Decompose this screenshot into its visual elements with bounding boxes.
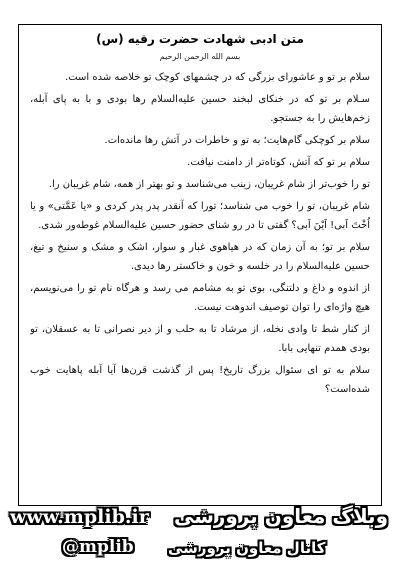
paragraph: سـلام بر تو که در خنکای لبخند حسین علیه‌السلام رها بودی و با به پای آبله، زخم‌هایش را به جستجو. xyxy=(30,94,370,124)
document-body xyxy=(30,68,370,498)
blog-name: وبلاگ معاون پرورشی xyxy=(173,504,388,528)
site-link[interactable]: www.mplib.ir xyxy=(10,506,149,528)
paragraph: سلام بر تو؛ به آن زمان که در هیاهوی غبار و سوار، اشک و مشک و سنیخ و تیغ، حسین علیه‌السلام را در خلسه و خون و خاکستر رها دیدی. xyxy=(30,242,370,272)
paragraph: شام غریبان، تو را خوب می شناسد؛ تورا که آنقدر پدر پدر کردی و «یا عَمَّتی» و یا اُخْتَ اَبی! اَیْنَ اَبی؟ گفتی تا در رو شنای حضور حسین علیه‌السلام غوطه‌ور شدی. xyxy=(30,201,370,231)
paragraph: سلام بر کوچکی گام‌هایت؛ به تو و خاطرات در آتش رها مانده‌ات. xyxy=(104,135,370,146)
paragraph: تو را خوب‌تر از شام غریبان، زینب می‌شناسد و تو بهتر از همه، شام غریبان را. xyxy=(48,179,370,190)
paragraph: از اندوه و داغ و دلتنگی، بوی تو به مشامم می رسد و هرگاه نام تو را می‌نویسم، هیچ واژه‌ای را توان توصیف اندوهت نیست. xyxy=(30,283,370,313)
channel-name: کانال معاون پرورشی xyxy=(168,539,326,557)
channel-handle[interactable]: @mplib xyxy=(62,537,134,557)
document-title: متن ادبی شهادت حضرت رقیه (س) xyxy=(96,32,304,46)
footer-watermark xyxy=(0,506,400,565)
paragraph: سلام به تو ای سئوال بزرگ تاریخ! پس از گذشت قرن‌ها آیا آبله پاهایت خوب شده‌است؟ xyxy=(30,365,370,395)
bismillah-line: بسم الله الرحمن الرحیم xyxy=(159,52,241,61)
paragraph: سلام بر تو که آتش، کوتاه‌تر از دامنت نیافت. xyxy=(187,157,370,168)
paragraph: از کنار شط تا وادی نخله، از مرشاد تا به حلب و از دیر نصرانی تا به عسقلان، تو بودی همدم تنهایی بابا. xyxy=(30,324,370,354)
paragraph: سلام بر تو و عاشورای بزرگی که در چشمهای کوچک تو خلاصه شده است. xyxy=(65,72,370,83)
